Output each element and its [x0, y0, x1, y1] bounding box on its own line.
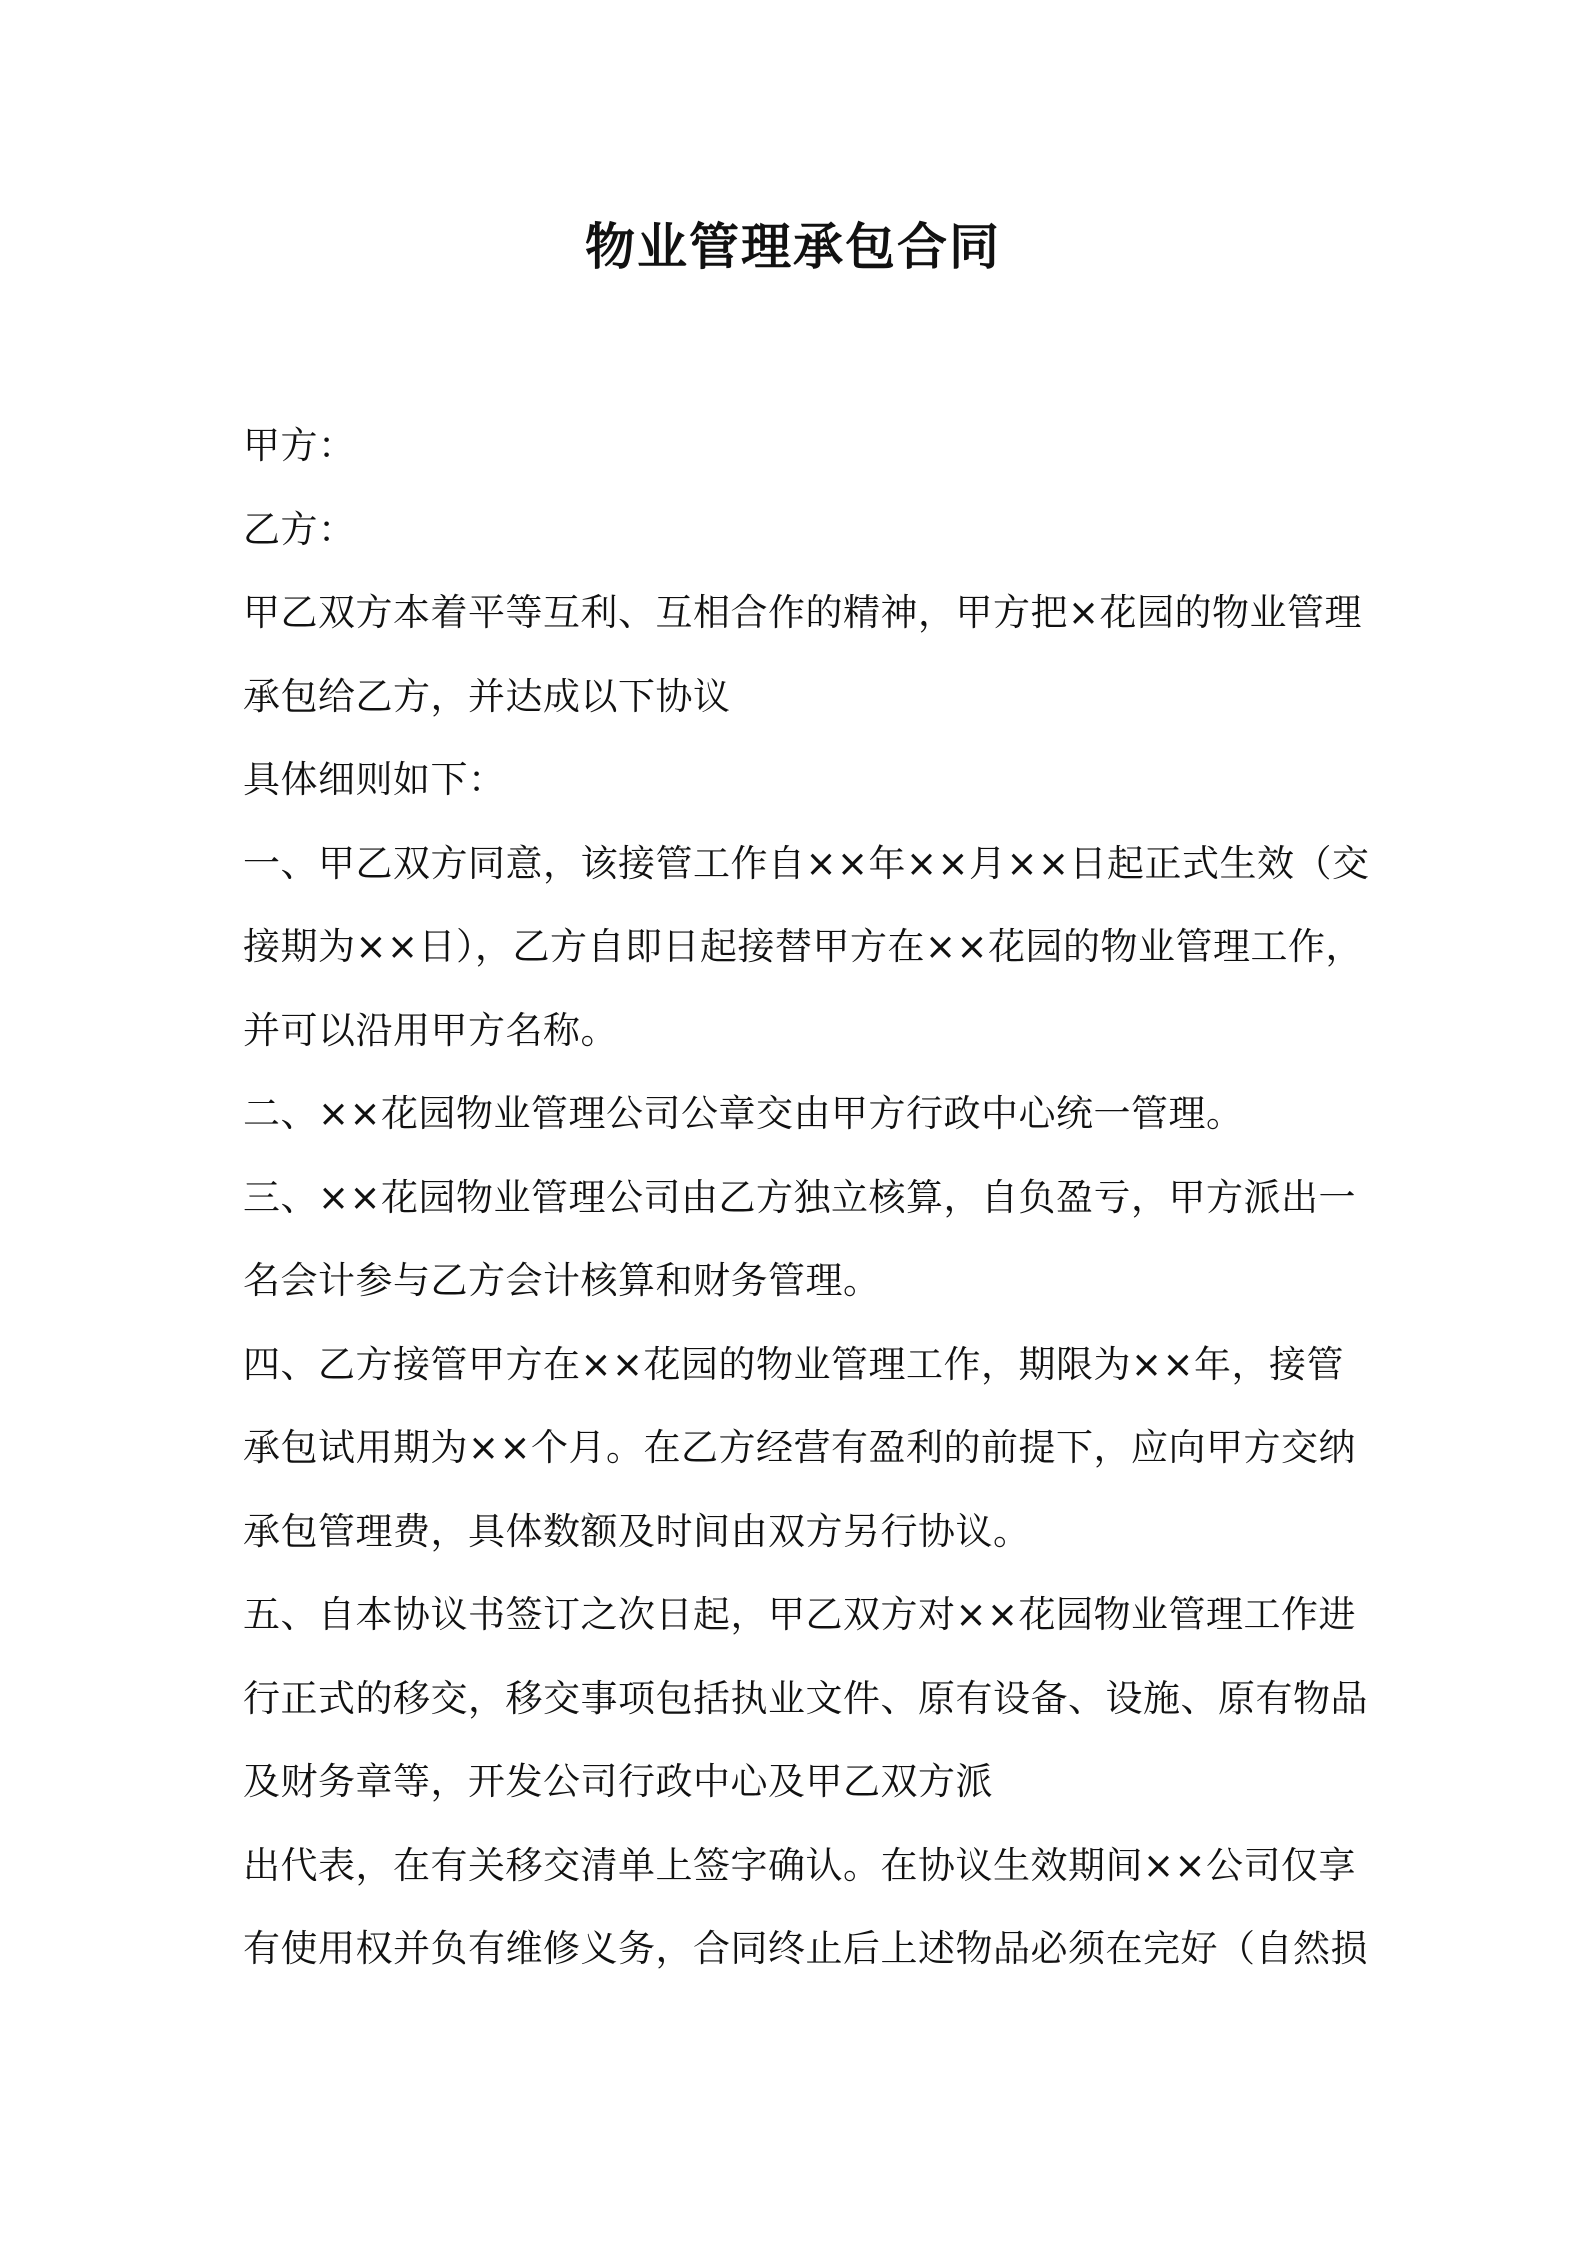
- clause-5-line-1: 五、自本协议书签订之次日起，甲乙双方对××花园物业管理工作进: [243, 1593, 1357, 1636]
- preamble-line-1: 甲乙双方本着平等互利、互相合作的精神，甲方把×花园的物业管理: [243, 591, 1363, 634]
- clause-3-line-1: 三、××花园物业管理公司由乙方独立核算，自负盈亏，甲方派出一: [243, 1175, 1357, 1219]
- clause-4-line-2: 承包试用期为××个月。在乙方经营有盈利的前提下，应向甲方交纳: [243, 1426, 1357, 1469]
- clause-4-line-1: 四、乙方接管甲方在××花园的物业管理工作，期限为××年，接管: [243, 1342, 1345, 1386]
- clause-3-line-2: 名会计参与乙方会计核算和财务管理。: [243, 1259, 881, 1302]
- party-a-line: 甲方：: [243, 424, 356, 467]
- clause-1-line-2: 接期为××日），乙方自即日起接替甲方在××花园的物业管理工作，: [243, 925, 1364, 968]
- party-b-line: 乙方：: [243, 507, 356, 551]
- details-heading: 具体细则如下：: [243, 758, 506, 801]
- clause-1-line-1: 一、甲乙双方同意，该接管工作自××年××月××日起正式生效（交: [243, 841, 1370, 885]
- clause-5-line-2: 行正式的移交，移交事项包括执业文件、原有设备、设施、原有物品: [243, 1676, 1368, 1720]
- document-body: [243, 404, 1370, 1991]
- clause-1-line-3: 并可以沿用甲方名称。: [243, 1008, 618, 1052]
- document-title: 物业管理承包合同: [585, 218, 1001, 276]
- clause-2-line-1: 二、××花园物业管理公司公章交由甲方行政中心统一管理。: [243, 1092, 1244, 1135]
- preamble-line-2: 承包给乙方，并达成以下协议: [243, 674, 731, 718]
- clause-5-line-3: 及财务章等，开发公司行政中心及甲乙双方派: [243, 1760, 993, 1803]
- clause-5-line-4: 出代表，在有关移交清单上签字确认。在协议生效期间××公司仅享: [243, 1843, 1357, 1887]
- clause-4-line-3: 承包管理费，具体数额及时间由双方另行协议。: [243, 1509, 1031, 1553]
- clause-5-line-5: 有使用权并负有维修义务，合同终止后上述物品必须在完好（自然损: [243, 1927, 1368, 1970]
